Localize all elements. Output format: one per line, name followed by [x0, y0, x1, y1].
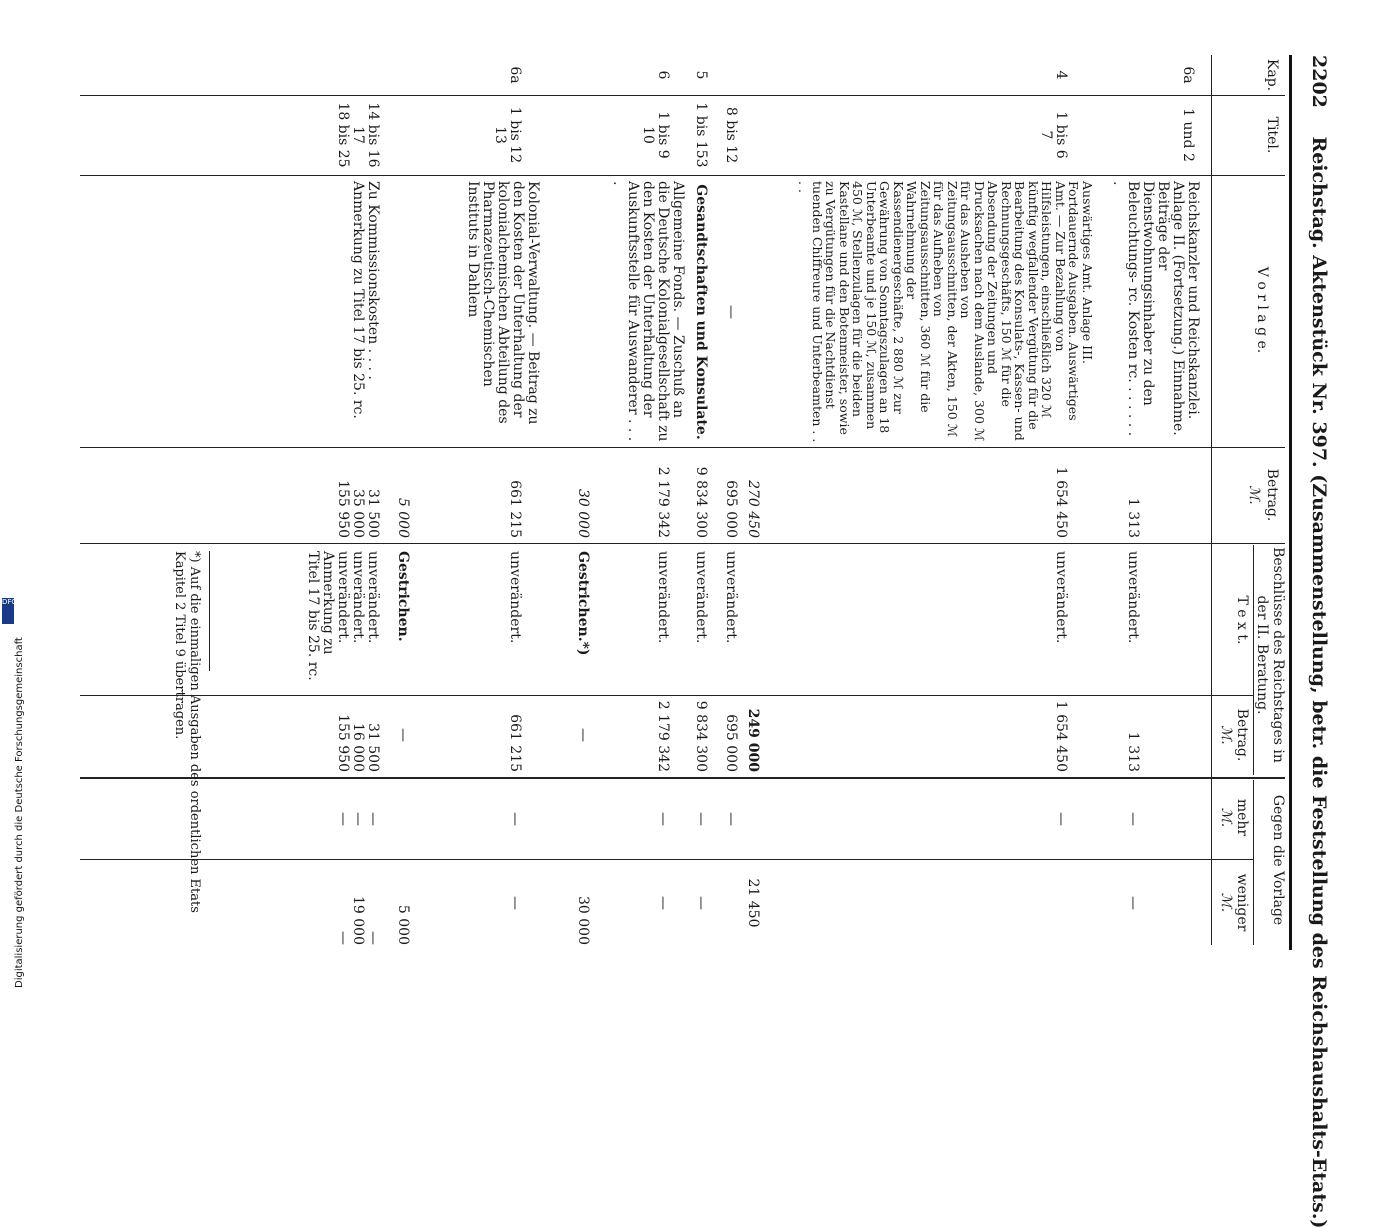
row-titel: 1 und 2: [1180, 108, 1196, 162]
footnote: *) Auf die einmaligen Ausgaben des ordentlichen Etats Kapitel 2 Titel 9 übertragen.: [172, 551, 202, 913]
row-betrag: 31 500 35 000 155 950: [335, 480, 381, 538]
row-weniger: —: [655, 896, 671, 910]
col-betrag2-unit: ℳ.: [1218, 725, 1234, 745]
row-mehr: —: [723, 812, 739, 826]
row-text: unverändert. unverändert. unverändert. Anmerkung zu Titel 17 bis 25. rc.: [305, 551, 381, 681]
col-weniger: weniger: [1234, 873, 1250, 932]
col-mehr: mehr: [1234, 798, 1250, 837]
col-titel: Titel.: [1264, 116, 1280, 154]
row-betrag-sub: 30 000: [575, 489, 591, 538]
row-text: unverändert.: [693, 551, 709, 644]
row-text-sub: Gestrichen.*): [575, 551, 591, 656]
page-number: 2202: [1308, 55, 1330, 108]
row-betrag: 661 215: [507, 480, 523, 538]
dfg-credit-text: Digitalisierung gefördert durch die Deutsche Forschungsgemeinschaft: [14, 637, 25, 988]
col-divider: [80, 777, 1285, 779]
row-betrag2-sub: 249 000: [745, 708, 761, 772]
row-weniger: —: [507, 896, 523, 910]
row-titel: 1 bis 153: [693, 102, 709, 168]
row-titel: 8 bis 12: [723, 106, 739, 164]
dfg-sidebar: [0, 598, 25, 1000]
col-divider: [80, 695, 1254, 696]
col-weniger-unit: ℳ.: [1218, 892, 1234, 913]
row-vorlage: —: [723, 305, 739, 319]
col-divider: [80, 175, 1285, 176]
row-betrag: 1 313: [1125, 497, 1141, 538]
page-title: Reichstag. Aktenstück Nr. 397. (Zusammenstellung, betr. die Feststellung des Reichshaushalts-Etats.): [1308, 136, 1330, 1228]
header-rule: [1289, 55, 1292, 950]
row-betrag2: 661 215: [507, 714, 523, 772]
page-header: [1296, 55, 1330, 1228]
row-vorlage: Allgemeine Fonds. — Zuschuß an die Deutsche Kolonialgesellschaft zu den Kosten der Unterhaltung der Auskunftsstelle für Auswanderer . . . .: [610, 181, 686, 442]
col-divider: [80, 447, 1285, 448]
row-vorlage: Kolonial-Verwaltung. — Beitrag zu den Kosten der Unterhaltung der kolonialchemischen Abteilung des Pharmazeutisch-Chemischen Instituts in Dahlem: [465, 181, 541, 425]
col-kap: Kap.: [1264, 58, 1280, 92]
row-vorlage: Gesandtschaften und Konsulate.: [693, 184, 709, 440]
row-titel: 1 bis 12 13: [492, 106, 523, 164]
col-betrag2: Betrag.: [1234, 708, 1250, 762]
row-text-sub: Gestrichen.: [395, 551, 411, 642]
row-text: unverändert.: [723, 551, 739, 644]
row-betrag: 1 654 450: [1053, 466, 1069, 538]
row-mehr: — — —: [335, 812, 381, 826]
row-weniger: — 19 000 —: [335, 896, 381, 945]
row-betrag2: 1 654 450: [1053, 700, 1069, 772]
row-mehr: —: [655, 812, 671, 826]
row-betrag: 9 834 300: [693, 466, 709, 538]
row-betrag: 695 000: [723, 480, 739, 538]
row-titel: 1 bis 6 7: [1038, 111, 1069, 159]
col-gegen: Gegen die Vorlage: [1270, 794, 1286, 926]
row-betrag2: 695 000: [723, 714, 739, 772]
col-divider: [80, 95, 1285, 96]
row-betrag-sub: 270 450: [745, 480, 761, 538]
row-betrag2: 9 834 300: [693, 700, 709, 772]
document-page: [70, 55, 1330, 1228]
row-mehr: —: [693, 812, 709, 826]
col-divider: [80, 859, 1254, 860]
row-betrag2-sub: —: [575, 728, 591, 742]
row-weniger-sub: 30 000: [575, 896, 591, 945]
col-divider: [80, 543, 1285, 544]
row-betrag2: 1 313: [1125, 731, 1141, 772]
header-divider: [1211, 55, 1212, 945]
row-betrag2-sub: —: [395, 728, 411, 742]
row-vorlage: Auswärtiges Amt. Anlage III. Fortdauernde Ausgaben. Auswärtiges Amt. — Zur Bezahlung von Hilfsleistungen, einschließlich 320 ℳ künftig wegfallender Vergütung für die Bearbeitung des Konsulats-, Kassen- und Rechnungsgeschäfts, 150 ℳ für die Absendung der Zeitungen und Drucksachen nach dem Auslande, 300 ℳ für das Ausheben von Zeitungsausschnitten, der Akten, 150 ℳ für das Aufheben von Zeitungsausschnitten, 360 ℳ für die Wahrnehmung der Kassendienergeschäfte, 2 880 ℳ zur Gewährung von Sonntagszulagen an 18 Unterbeamte und je 150 ℳ, zusammen 450 ℳ, Stellenzulagen für die beiden Kastellane und den Botenmeister, sowie zu Vergütungen für die Nachtdienst tuenden Chiffreure und Unterbeamten . . . .: [796, 181, 1095, 443]
col-betrag-unit: ℳ.: [1246, 485, 1262, 505]
col-beschluesse: Beschlüsse des Reichstages in der II. Beratung.: [1254, 547, 1286, 763]
row-text: unverändert.: [655, 551, 671, 644]
row-betrag-sub: 5 000: [395, 497, 411, 538]
col-vorlage: V o r l a g e.: [1254, 266, 1270, 354]
row-text: unverändert.: [1125, 551, 1141, 644]
row-weniger-sub: 5 000: [395, 904, 411, 945]
row-titel: 14 bis 16 17 18 bis 25: [335, 102, 381, 168]
row-text: unverändert.: [507, 551, 523, 644]
col-mehr-unit: ℳ.: [1218, 807, 1234, 828]
row-kap: 5: [693, 70, 709, 80]
dfg-logo-icon: DFG: [2, 598, 14, 624]
row-kap: 6a: [507, 66, 523, 84]
row-kap: 6: [655, 70, 671, 80]
col-betrag: Betrag.: [1264, 468, 1280, 522]
row-weniger: 21 450: [745, 878, 761, 928]
row-weniger: —: [693, 896, 709, 910]
footnote-rule: [209, 551, 210, 671]
row-text: unverändert.: [1053, 551, 1069, 644]
row-betrag: 2 179 342: [655, 466, 671, 538]
row-kap: 6a: [1180, 66, 1196, 84]
row-betrag2: 31 500 16 000 155 950: [335, 714, 381, 772]
row-mehr: —: [1125, 812, 1141, 826]
row-betrag2: 2 179 342: [655, 700, 671, 772]
gegen-subdivider: [1253, 780, 1254, 945]
row-kap: 4: [1053, 70, 1069, 80]
row-vorlage: Zu Kommissionskosten . . . . Anmerkung zu Titel 17 bis 25. rc.: [350, 181, 381, 419]
row-titel: 1 bis 9 10: [640, 111, 671, 159]
col-text: T e x t.: [1234, 595, 1250, 645]
row-mehr: —: [507, 812, 523, 826]
beschluss-subdivider: [1253, 545, 1254, 775]
row-vorlage: Reichskanzler und Reichskanzlei. Anlage II. (Fortsetzung.) Einnahme. Beiträge der Dienstwohnungsinhaber zu den Beleuchtungs- rc. Kosten rc. . . . . . . .: [1110, 181, 1201, 437]
row-mehr: —: [1053, 812, 1069, 826]
row-weniger: —: [1125, 896, 1141, 910]
